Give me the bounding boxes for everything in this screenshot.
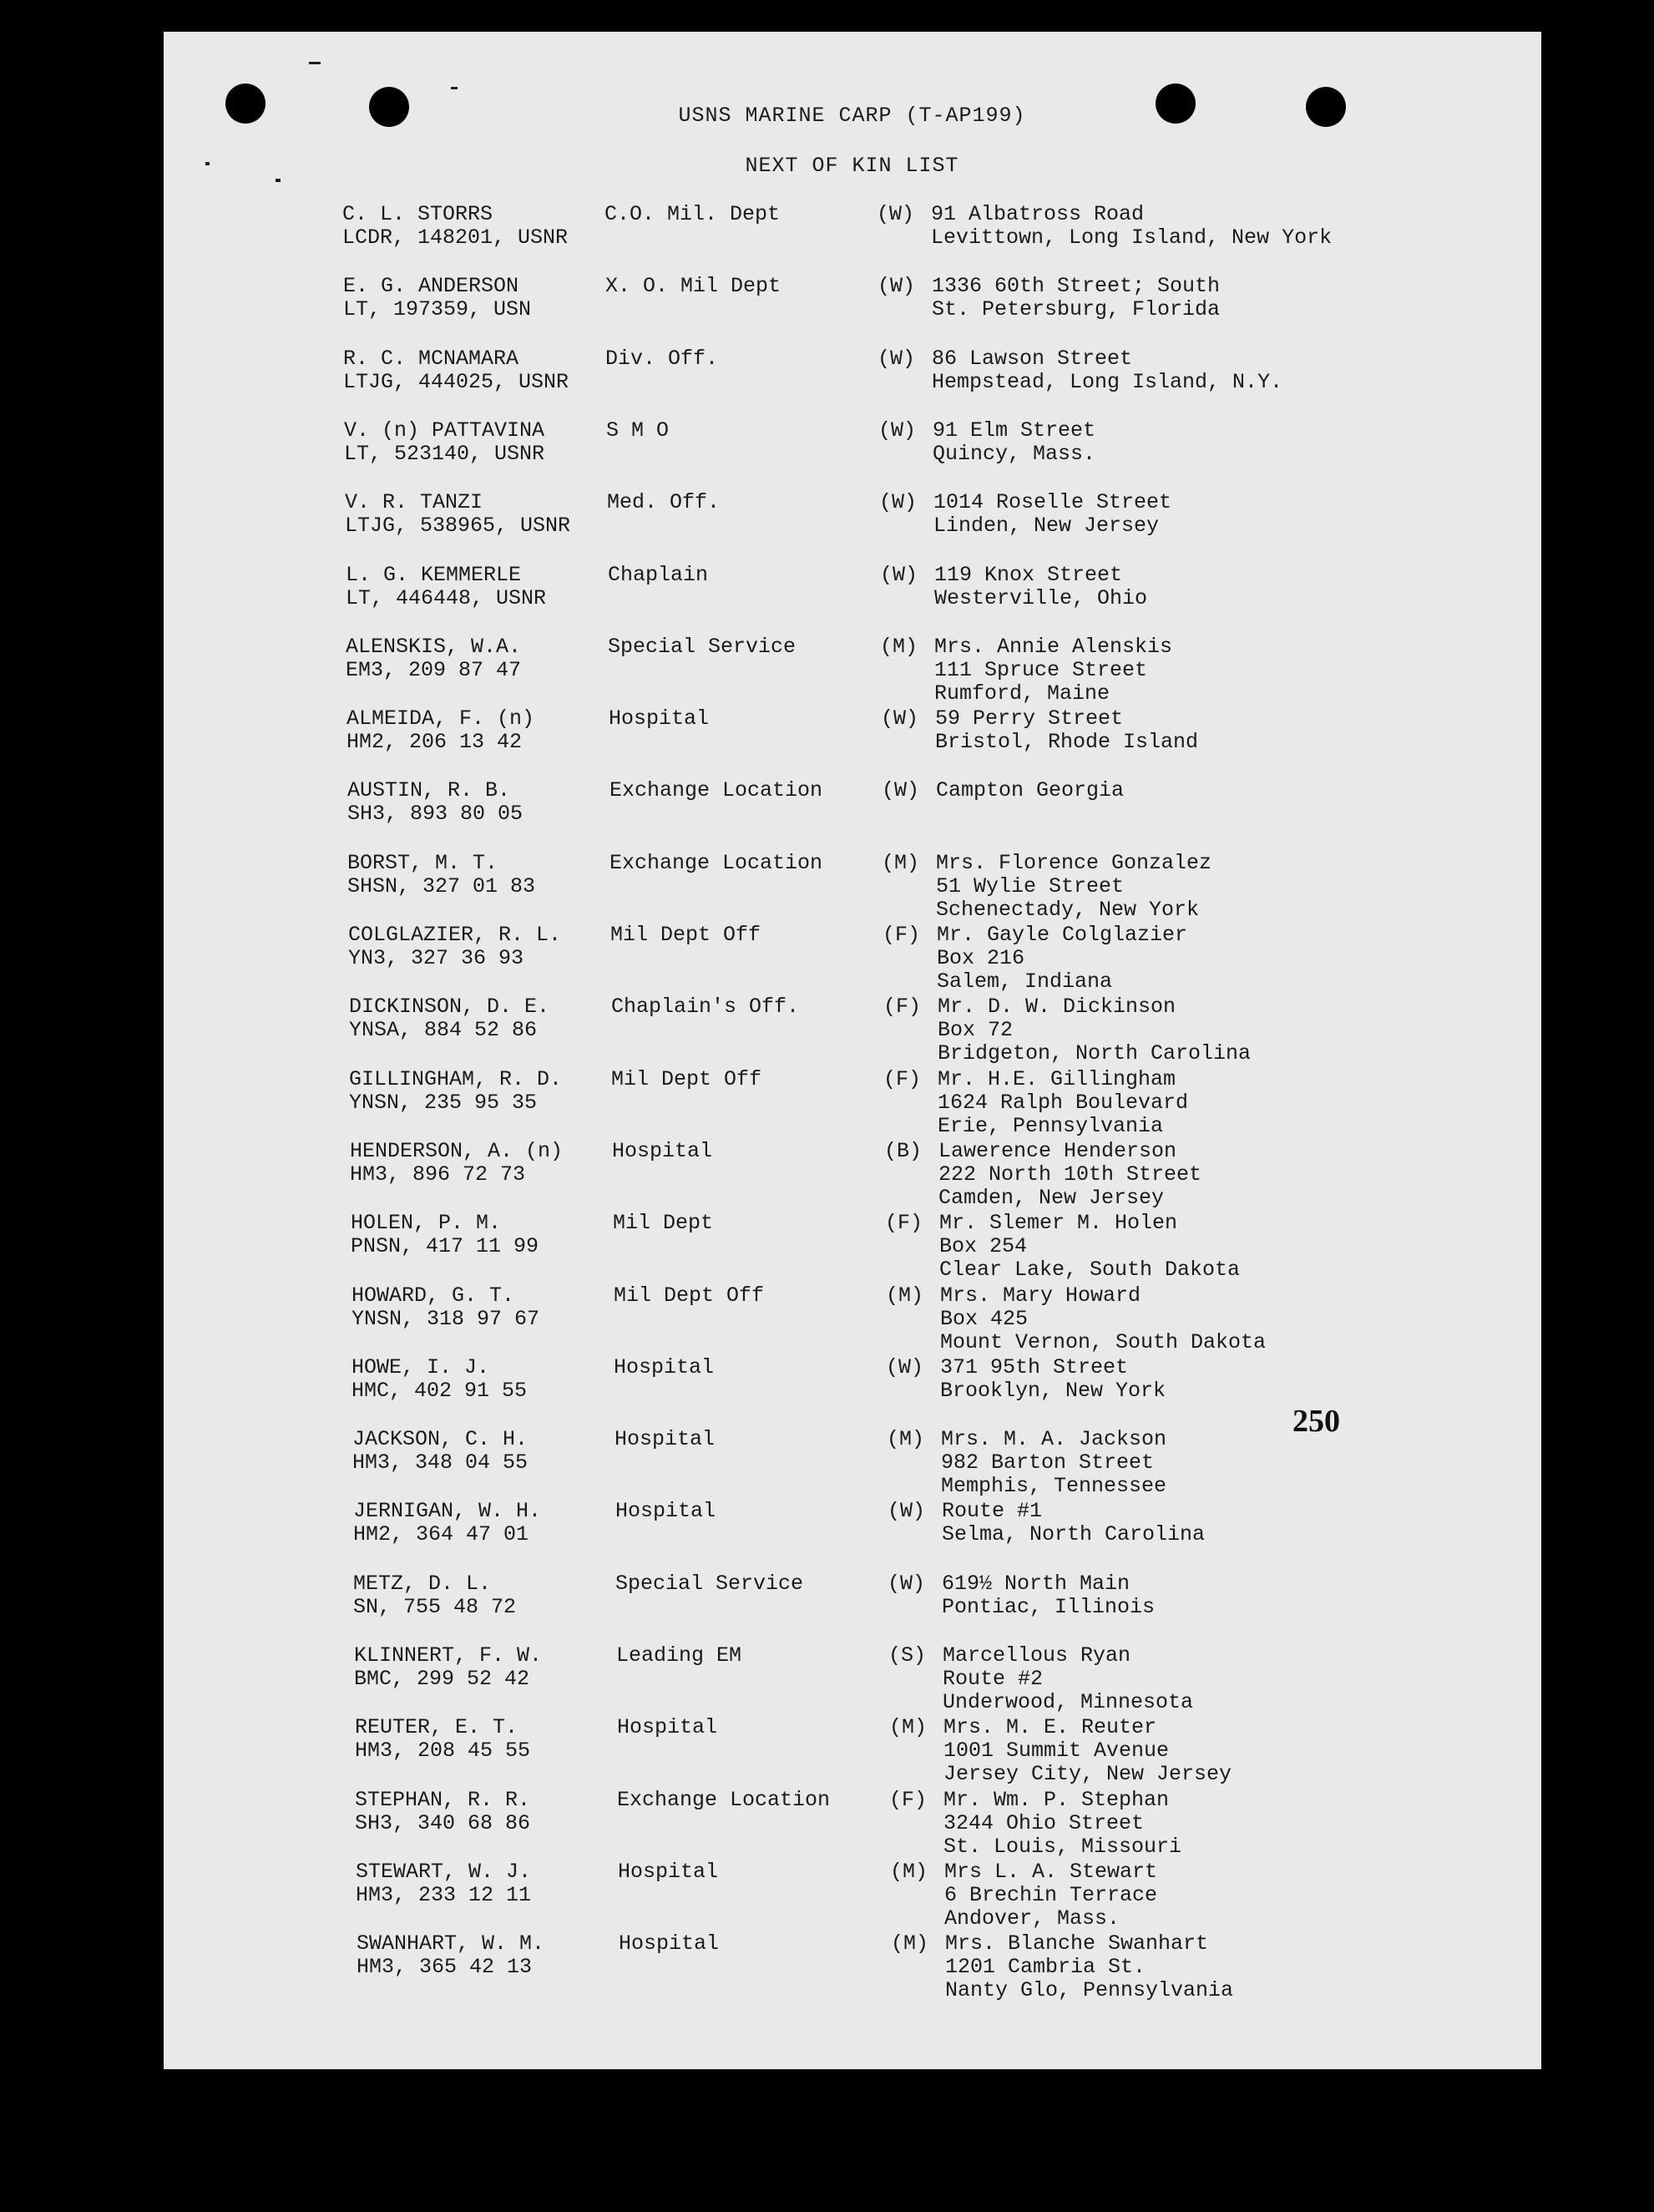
speck <box>276 179 281 182</box>
list-item <box>350 1140 1377 1215</box>
person <box>348 924 561 970</box>
person-name: METZ, D. L. <box>353 1572 492 1596</box>
person-name: R. C. MCNAMARA <box>343 347 519 371</box>
relationship-code: (W) <box>878 347 916 371</box>
person-name: KLINNERT, F. W. <box>354 1643 543 1668</box>
address-line: Mr. Wm. P. Stephan <box>943 1788 1170 1812</box>
address-line: Mrs. M. A. Jackson <box>941 1427 1167 1451</box>
next-of-kin-address <box>934 564 1147 610</box>
person-name: JACKSON, C. H. <box>352 1427 529 1451</box>
address-line: Schenectady, New York <box>936 898 1200 922</box>
address-line: 619½ North Main <box>942 1572 1130 1596</box>
person-rank-service-number: HM3, 208 45 55 <box>355 1739 531 1763</box>
speck <box>309 62 321 64</box>
next-of-kin-address <box>939 1212 1240 1282</box>
address-line: St. Petersburg, Florida <box>932 297 1221 321</box>
address-line: 119 Knox Street <box>934 563 1123 587</box>
relationship-code: (F) <box>883 995 922 1019</box>
person <box>350 1140 563 1187</box>
address-line: Route #2 <box>943 1667 1044 1691</box>
person <box>353 1500 541 1546</box>
duty-assignment: Med. Off. <box>607 490 721 514</box>
address-line: 3244 Ohio Street <box>943 1811 1145 1835</box>
address-line: 6 Brechin Terrace <box>944 1883 1158 1907</box>
person <box>349 1068 562 1115</box>
person-rank-service-number: SH3, 893 80 05 <box>347 802 524 826</box>
list-item <box>355 1716 1382 1791</box>
relationship-code: (F) <box>885 1211 923 1235</box>
person-rank-service-number: HM2, 364 47 01 <box>353 1522 529 1546</box>
duty-assignment: Div. Off. <box>605 347 719 371</box>
person <box>347 779 523 826</box>
person-name: HOWE, I. J. <box>352 1355 490 1379</box>
list-item <box>348 924 1375 999</box>
person-name: STEPHAN, R. R. <box>355 1788 531 1812</box>
address-line: Selma, North Carolina <box>942 1522 1206 1546</box>
address-line: 1201 Cambria St. <box>945 1955 1146 1979</box>
next-of-kin-address <box>937 924 1187 994</box>
address-line: Rumford, Maine <box>934 681 1110 706</box>
relationship-code: (W) <box>880 563 918 587</box>
address-line: 1624 Ralph Boulevard <box>938 1091 1189 1115</box>
next-of-kin-address <box>943 1789 1181 1859</box>
person-name: L. G. KEMMERLE <box>346 563 522 587</box>
person <box>352 1356 527 1403</box>
duty-assignment: Chaplain <box>608 563 709 587</box>
duty-assignment: Mil Dept <box>613 1211 714 1235</box>
next-of-kin-address <box>945 1932 1233 2002</box>
page-number: 250 <box>1292 1404 1340 1439</box>
person <box>343 275 531 321</box>
next-of-kin-address <box>936 779 1124 802</box>
list-item <box>352 1356 1378 1431</box>
duty-assignment: Exchange Location <box>617 1788 831 1812</box>
person <box>345 491 570 538</box>
next-of-kin-address <box>944 1860 1157 1931</box>
person-rank-service-number: YN3, 327 36 93 <box>348 946 524 970</box>
list-item <box>349 1068 1376 1143</box>
address-line: Route #1 <box>942 1499 1043 1523</box>
duty-assignment: X. O. Mil Dept <box>605 274 781 298</box>
person-name: COLGLAZIER, R. L. <box>348 923 562 947</box>
relationship-code: (F) <box>883 1067 922 1091</box>
duty-assignment: C.O. Mil. Dept <box>604 202 781 226</box>
person <box>346 564 546 610</box>
person-rank-service-number: EM3, 209 87 47 <box>346 658 522 682</box>
next-of-kin-address <box>938 995 1251 1066</box>
person-name: AUSTIN, R. B. <box>347 778 511 802</box>
address-line: Westerville, Ohio <box>934 586 1148 610</box>
relationship-code: (M) <box>882 851 920 875</box>
person-rank-service-number: LTJG, 444025, USNR <box>343 370 569 394</box>
list-item <box>342 203 1369 278</box>
person-rank-service-number: YNSA, 884 52 86 <box>349 1018 538 1042</box>
duty-assignment: Mil Dept Off <box>611 1067 762 1091</box>
duty-assignment: S M O <box>606 418 670 443</box>
person-rank-service-number: LTJG, 538965, USNR <box>345 514 571 538</box>
list-item <box>347 779 1374 854</box>
address-line: Brooklyn, New York <box>940 1379 1166 1403</box>
next-of-kin-address <box>932 275 1220 321</box>
address-line: Campton Georgia <box>936 778 1125 802</box>
address-line: 1336 60th Street; South <box>932 274 1221 298</box>
relationship-code: (S) <box>888 1643 927 1668</box>
address-line: Hempstead, Long Island, N.Y. <box>932 370 1283 394</box>
list-item <box>353 1572 1380 1648</box>
document-title: USNS MARINE CARP (T-AP199) <box>678 104 1026 128</box>
relationship-code: (W) <box>877 202 915 226</box>
person-name: V. R. TANZI <box>345 490 483 514</box>
person-name: SWANHART, W. M. <box>357 1931 545 1956</box>
person-name: BORST, M. T. <box>347 851 498 875</box>
next-of-kin-address <box>933 491 1171 538</box>
list-item <box>345 491 1372 566</box>
person-name: DICKINSON, D. E. <box>349 995 550 1019</box>
person-name: ALENSKIS, W.A. <box>346 635 522 659</box>
person-rank-service-number: HM2, 206 13 42 <box>346 730 523 754</box>
address-line: Salem, Indiana <box>937 969 1113 994</box>
duty-assignment: Mil Dept Off <box>614 1283 765 1308</box>
address-line: Mrs. M. E. Reuter <box>943 1715 1157 1739</box>
person-name: HOWARD, G. T. <box>352 1283 515 1308</box>
address-line: Levittown, Long Island, New York <box>931 225 1333 250</box>
address-line: Mr. Slemer M. Holen <box>939 1211 1178 1235</box>
relationship-code: (W) <box>878 418 917 443</box>
address-line: Mount Vernon, South Dakota <box>940 1330 1267 1354</box>
address-line: Pontiac, Illinois <box>942 1595 1156 1619</box>
person <box>356 1860 531 1907</box>
address-line: 86 Lawson Street <box>932 347 1133 371</box>
address-line: 1014 Roselle Street <box>933 490 1172 514</box>
relationship-code: (W) <box>882 778 920 802</box>
address-line: Mr. H.E. Gillingham <box>938 1067 1176 1091</box>
duty-assignment: Exchange Location <box>610 778 823 802</box>
address-line: 91 Elm Street <box>933 418 1096 443</box>
address-line: Andover, Mass. <box>944 1906 1120 1931</box>
address-line: Erie, Pennsylvania <box>938 1114 1164 1138</box>
duty-assignment: Hospital <box>618 1860 719 1884</box>
address-line: 59 Perry Street <box>935 706 1124 731</box>
next-of-kin-address <box>935 707 1198 754</box>
address-line: 51 Wylie Street <box>936 874 1125 898</box>
next-of-kin-address <box>933 419 1095 466</box>
relationship-code: (M) <box>891 1931 929 1956</box>
person-rank-service-number: LCDR, 148201, USNR <box>342 225 569 250</box>
address-line: Box 72 <box>938 1018 1014 1042</box>
document-subtitle: NEXT OF KIN LIST <box>745 154 959 178</box>
person <box>349 995 549 1042</box>
address-line: Quincy, Mass. <box>933 442 1096 466</box>
person-rank-service-number: PNSN, 417 11 99 <box>351 1234 539 1258</box>
address-line: Underwood, Minnesota <box>943 1690 1194 1714</box>
person-rank-service-number: SN, 755 48 72 <box>353 1595 517 1619</box>
next-of-kin-address <box>943 1716 1232 1786</box>
list-item <box>346 564 1373 639</box>
next-of-kin-address <box>940 1284 1266 1354</box>
address-line: 91 Albatross Road <box>931 202 1145 226</box>
duty-assignment: Special Service <box>615 1572 804 1596</box>
relationship-code: (W) <box>888 1499 926 1523</box>
relationship-code: (M) <box>890 1860 928 1884</box>
list-item <box>349 995 1376 1071</box>
person-name: C. L. STORRS <box>342 202 493 226</box>
person-name: V. (n) PATTAVINA <box>344 418 545 443</box>
person <box>353 1572 516 1619</box>
person-name: E. G. ANDERSON <box>343 274 519 298</box>
person <box>343 347 569 394</box>
address-line: Mr. Gayle Colglazier <box>937 923 1188 947</box>
list-item <box>353 1500 1380 1575</box>
person <box>357 1932 544 1979</box>
address-line: Bridgeton, North Carolina <box>938 1041 1252 1066</box>
list-item <box>356 1860 1383 1936</box>
relationship-code: (W) <box>881 706 919 731</box>
person-name: JERNIGAN, W. H. <box>353 1499 542 1523</box>
duty-assignment: Hospital <box>609 706 710 731</box>
list-item <box>352 1428 1379 1503</box>
address-line: Mrs. Annie Alenskis <box>934 635 1173 659</box>
duty-assignment: Hospital <box>614 1355 715 1379</box>
duty-assignment: Hospital <box>615 1427 716 1451</box>
address-line: 111 Spruce Street <box>934 658 1148 682</box>
list-item <box>351 1212 1378 1287</box>
list-item <box>354 1644 1381 1719</box>
person <box>352 1284 539 1331</box>
duty-assignment: Hospital <box>615 1499 716 1523</box>
next-of-kin-address <box>943 1644 1193 1714</box>
person <box>347 852 535 898</box>
list-item <box>347 852 1374 927</box>
address-line: St. Louis, Missouri <box>943 1835 1182 1859</box>
person-rank-service-number: LT, 446448, USNR <box>346 586 547 610</box>
person-rank-service-number: BMC, 299 52 42 <box>354 1667 530 1691</box>
list-item <box>343 347 1370 423</box>
duty-assignment: Hospital <box>617 1715 718 1739</box>
speck <box>451 87 458 89</box>
next-of-kin-address <box>938 1068 1188 1138</box>
address-line: Box 425 <box>940 1307 1029 1331</box>
relationship-code: (M) <box>889 1715 928 1739</box>
person <box>355 1789 530 1835</box>
next-of-kin-address <box>940 1356 1166 1403</box>
relationship-code: (F) <box>889 1788 928 1812</box>
person-rank-service-number: SH3, 340 68 86 <box>355 1811 531 1835</box>
person-name: GILLINGHAM, R. D. <box>349 1067 563 1091</box>
list-item <box>352 1284 1378 1359</box>
person <box>346 707 534 754</box>
person-rank-service-number: HM3, 233 12 11 <box>356 1883 532 1907</box>
person <box>351 1212 539 1258</box>
address-line: 222 North 10th Street <box>938 1162 1202 1187</box>
list-item <box>355 1789 1382 1864</box>
person-rank-service-number: LT, 523140, USNR <box>344 442 545 466</box>
address-line: Lawerence Henderson <box>938 1139 1177 1163</box>
person-rank-service-number: LT, 197359, USN <box>343 297 532 321</box>
list-item <box>343 275 1370 350</box>
address-line: Bristol, Rhode Island <box>935 730 1199 754</box>
person-rank-service-number: YNSN, 235 95 35 <box>349 1091 538 1115</box>
person-name: ALMEIDA, F. (n) <box>346 706 535 731</box>
person-name: HOLEN, P. M. <box>351 1211 502 1235</box>
person <box>344 419 544 466</box>
next-of-kin-address <box>941 1428 1166 1498</box>
relationship-code: (W) <box>888 1572 926 1596</box>
duty-assignment: Exchange Location <box>610 851 823 875</box>
relationship-code: (B) <box>884 1139 923 1163</box>
relationship-code: (W) <box>878 274 916 298</box>
person-rank-service-number: YNSN, 318 97 67 <box>352 1307 540 1331</box>
duty-assignment: Chaplain's Off. <box>611 995 800 1019</box>
address-line: Memphis, Tennessee <box>941 1474 1167 1498</box>
address-line: Nanty Glo, Pennsylvania <box>945 1978 1234 2002</box>
next-of-kin-address <box>931 203 1332 250</box>
address-line: Mrs. Blanche Swanhart <box>945 1931 1209 1956</box>
person-rank-service-number: HMC, 402 91 55 <box>352 1379 528 1403</box>
duty-assignment: Hospital <box>612 1139 713 1163</box>
person-rank-service-number: HM3, 348 04 55 <box>352 1450 529 1475</box>
relationship-code: (M) <box>880 635 918 659</box>
address-line: Jersey City, New Jersey <box>943 1762 1232 1786</box>
address-line: Marcellous Ryan <box>943 1643 1131 1668</box>
next-of-kin-address <box>934 635 1172 706</box>
address-line: Mrs. Mary Howard <box>940 1283 1141 1308</box>
address-line: 1001 Summit Avenue <box>943 1739 1170 1763</box>
person-rank-service-number: SHSN, 327 01 83 <box>347 874 536 898</box>
relationship-code: (W) <box>879 490 918 514</box>
address-line: Box 254 <box>939 1234 1028 1258</box>
address-line: Mr. D. W. Dickinson <box>938 995 1176 1019</box>
relationship-code: (M) <box>887 1427 925 1451</box>
person-name: HENDERSON, A. (n) <box>350 1139 564 1163</box>
person <box>355 1716 530 1763</box>
next-of-kin-address <box>936 852 1211 922</box>
next-of-kin-address <box>942 1500 1205 1546</box>
relationship-code: (W) <box>886 1355 924 1379</box>
relationship-code: (M) <box>886 1283 924 1308</box>
address-line: Linden, New Jersey <box>933 514 1160 538</box>
list-item <box>344 419 1371 494</box>
person <box>342 203 568 250</box>
address-line: 371 95th Street <box>940 1355 1129 1379</box>
next-of-kin-address <box>942 1572 1155 1619</box>
duty-assignment: Leading EM <box>616 1643 742 1668</box>
person-rank-service-number: HM3, 365 42 13 <box>357 1955 533 1979</box>
duty-assignment: Special Service <box>608 635 797 659</box>
duty-assignment: Mil Dept Off <box>610 923 761 947</box>
duty-assignment: Hospital <box>619 1931 720 1956</box>
address-line: Camden, New Jersey <box>938 1186 1165 1210</box>
address-line: Clear Lake, South Dakota <box>939 1258 1241 1282</box>
address-line: Box 216 <box>937 946 1025 970</box>
address-line: 982 Barton Street <box>941 1450 1155 1475</box>
person <box>346 635 521 682</box>
next-of-kin-address <box>932 347 1282 394</box>
person-rank-service-number: HM3, 896 72 73 <box>350 1162 526 1187</box>
list-item <box>346 707 1373 782</box>
person-name: REUTER, E. T. <box>355 1715 518 1739</box>
list-item <box>346 635 1373 711</box>
next-of-kin-address <box>938 1140 1201 1210</box>
address-line: Mrs L. A. Stewart <box>944 1860 1158 1884</box>
person-name: STEWART, W. J. <box>356 1860 532 1884</box>
person <box>354 1644 542 1691</box>
list-item <box>357 1932 1383 2007</box>
relationship-code: (F) <box>883 923 921 947</box>
person <box>352 1428 528 1475</box>
address-line: Mrs. Florence Gonzalez <box>936 851 1212 875</box>
